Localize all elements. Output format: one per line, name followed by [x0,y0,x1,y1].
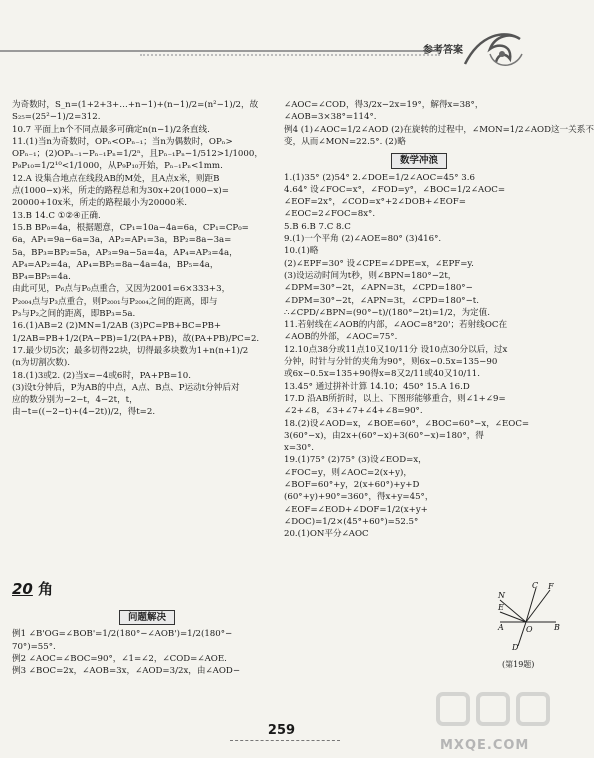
text-line: (n为切割次数). [12,358,70,369]
label-d: D [512,643,519,652]
text-line: ∠AOC=∠COD，得3/2x−2x=19°，解得x=38°， [284,100,484,110]
label-e: E [498,603,504,612]
ray-oe [500,612,526,622]
text-line: ∠BOF=60°+y，2(x+60°)+y+D [284,480,420,490]
text-line: 18.(1)3或2. (2)当x=−4或6时，PA+PB=10. [12,370,191,381]
text-line: ∠DPM=30°−2t，∠APN=3t，∠CPD=180°−t. [284,295,479,306]
text-line: 16.(1)AB=2 (2)MN=1/2AB (3)PC=PB+BC=PB+ [12,321,222,332]
text-line: ∠DOC)=1/2×(45°+60°)=52.5° [284,516,419,527]
header-dotted-rule [140,54,440,56]
page-number: 259 [267,723,296,738]
label-n: N [498,591,505,600]
text-line: 为奇数时，S_n=(1+2+3+…+n−1)+(n−1)/2=(n²−1)/2，故 [12,100,259,110]
text-line: 18.(2)设∠AOD=x，∠BOE=60°，∠BOC=60°−x，∠EOC= [284,418,530,429]
text-line: 13.45° 通过拼补计算 14.10；450° 15.A 16.D [284,381,470,392]
label-o: O [526,625,533,634]
label-b: B [554,623,560,632]
text-line: 点(1000−x)米，所走的路程总和为30x+20(1000−x)= [12,186,229,197]
text-line: 11.(1)当n为奇数时，OPₙ<OPₙ₋₁；当n为偶数时，OPₙ> [12,136,233,147]
text-line: S₂₅=(25²−1)/2=312. [12,112,101,123]
text-line: ∠EOF=∠EOD+∠DOF=1/2(x+y+ [284,504,428,515]
text-line: 20.(1)ON平分∠AOC [284,529,369,540]
section-math-surf [284,153,554,168]
text-line: x=30°. [284,443,315,454]
text-line: 变，从而∠MON=22.5°. (2)略 [284,136,406,147]
text-line: 15.B BP₀=4a，根据题意，CP₁=10a−4a=6a，CP₁=CP₀= [12,222,249,233]
text-line: (3)设t分钟后，P为AB的中点，A点、B点、P运动t分钟后对 [12,382,240,393]
text-line: ∠AOB=3×38°=114°. [284,112,377,123]
section-title-math-surf: 数学冲浪 [391,153,447,168]
header-brand: 参考答案 [423,45,463,56]
text-line: P₂₀₀₄点与P₃点重合，则P₂₀₀₁与P₂₀₀₄之间的距离，即与 [12,296,218,307]
label-c: C [532,581,539,590]
text-line: (3)设运动时间为t秒，则∠BPN=180°−2t， [284,270,457,281]
text-line: 应的数分别为−2−t，4−2t，t， [12,395,138,406]
figure-caption: (第19题) [502,660,535,669]
text-line: 17.最少切5次；最多切得22块，切得最多块数为1+n(n+1)/2 [12,345,249,356]
text-line: 5a，BP₃=BP₂=5a，AP₃=9a−5a=4a，AP₄=AP₃=4a， [12,247,238,258]
text-line: 由−t=((−2−t)+(4−2t))/2，得t=2. [12,407,156,418]
chapter-title [12,580,53,598]
text-line: BP₄=BP₅=4a. [12,272,71,283]
chapter-number: 20 [12,580,33,598]
text-line: ∴∠CPD/∠BPN=(90°−t)/(180°−2t)=1/2，为定值. [284,307,490,318]
text-line: 或6x−0.5x=135+90得x=8又2/11或40又10/11. [284,369,480,380]
ray-oc [526,588,536,622]
text-line: (60°+y)+90°=360°，得x+y=45°， [284,492,434,503]
text-line: 由此可见，P₆点与P₀点重合，又因为2001=6×333+3， [12,284,231,295]
text-line: ∠2+∠8，∠3+∠7+∠4+∠8=90°. [284,406,423,417]
text-line: OPₙ₋₁；(2)OPₙ₋₁−Pₙ₋₁Pₙ=1/2ⁿ，且Pₙ₋₁Pₙ−1/512>1/1000， [12,149,263,160]
label-f: F [548,582,554,591]
text-line: 11.若射线在∠AOB的内部，∠AOC=8°20'；若射线OC在 [284,320,508,331]
text-line: P₉P₁₀=1/2¹⁰<1/1000，从P₉P₁₀开始，Pₙ₋₁Pₙ<1mm. [12,161,223,172]
section-problem-solving [12,610,282,625]
text-line: 17.D 沿AB所折时，以上、下图形能够重合，则∠1+∠9= [284,393,506,404]
angle-figure [498,582,560,652]
text-line: 分钟，时针与分针的夹角为90°，则6x−0.5x=135−90 [284,357,498,368]
text-line: 例2 ∠AOC=∠BOC=90°，∠1=∠2，∠COD=∠AOE. [12,653,227,664]
text-line: ∠AOB的外部，∠AOC=75°. [284,332,398,343]
ray-od [518,622,526,646]
text-line: 6a，AP₁=9a−6a=3a，AP₂=AP₁=3a，BP₂=8a−3a= [12,235,232,246]
ray-on [500,600,526,622]
text-line: 9.(1)一个平角 (2)∠AOE=80° (3)416°. [284,234,442,245]
chapter-name: 角 [38,580,54,598]
text-line: AP₄=AP₂=4a，AP₄=BP₅=8a−4a=4a，BP₅=4a， [12,259,219,270]
text-line: ∠FOC=y，则∠AOC=2(x+y)， [284,467,412,478]
text-line: 70°)=55°. [12,641,56,652]
text-line: 例3 ∠BOC=2x，∠AOB=3x，∠AOD=3/2x，由∠AOD− [12,666,241,677]
text-line: 13.B 14.C ①②④正确. [12,210,101,221]
right-column [284,100,594,541]
header-rule [0,50,440,52]
text-line: ∠EOF=2x°，∠COD=x°+2∠DOB+∠EOF= [284,197,466,208]
text-line: 20000+10x米，所走的路程最小为20000米. [12,198,187,209]
text-line: 5.B 6.B 7.C 8.C [284,221,351,232]
page-header [0,0,563,75]
text-line: 12.A 设集合地点在线段AB的M处，且A点x米，则距B [12,173,220,184]
label-a: A [498,623,504,632]
text-line: ∠DPM=30°−2t，∠APN=3t，∠CPD=180°− [284,283,473,294]
text-line: 12.10点38分或11点10又10/11分 设10点30分以后，过x [284,344,508,355]
text-line: 例4 (1)∠AOC=1/2∠AOD (2)在旋转的过程中，∠MON=1/2∠AOD这一关系不 [284,124,594,135]
text-line: 10.7 平面上n个不同点最多可确定n(n−1)/2条直线. [12,124,210,135]
text-line: ∠EOC=2∠FOC=8x°. [284,209,376,220]
text-line: 1/2AB=PB+1/2(PA−PB)=1/2(PA+PB)，故(PA+PB)/PC=2. [12,333,260,344]
decorative-swirl-icon [460,24,530,74]
text-line: 例1 ∠B'OG=∠BOB'=1/2(180°−∠AOB')=1/2(180°− [12,629,233,640]
section-title-problem-solving: 问题解决 [119,610,175,625]
left-bottom-column [12,606,282,679]
text-line: 4.64° 设∠FOC=x°，∠FOD=y°，∠BOC=1/2∠AOC= [284,184,506,195]
text-line: 10.(1)略 [284,246,319,257]
text-line: 19.(1)75° (2)75° (3)设∠EOD=x， [284,455,427,466]
ray-of [526,590,550,622]
left-column [12,100,282,420]
text-line: P₃与P₂之间的距离，即BP₃=5a. [12,309,136,320]
watermark-text: MXQE.COM [440,738,530,753]
text-line: (2)∠EPF=30° 设∠CPE=∠DPE=x，∠EPF=y. [284,258,474,269]
text-line: 1.(1)35° (2)54° 2.∠DOE=1/2∠AOC=45° 3.6 [284,172,475,183]
text-line: 3(60°−x)，由2x+(60°−x)+3(60°−x)=180°，得 [284,430,484,441]
page-number-rule [230,740,340,741]
